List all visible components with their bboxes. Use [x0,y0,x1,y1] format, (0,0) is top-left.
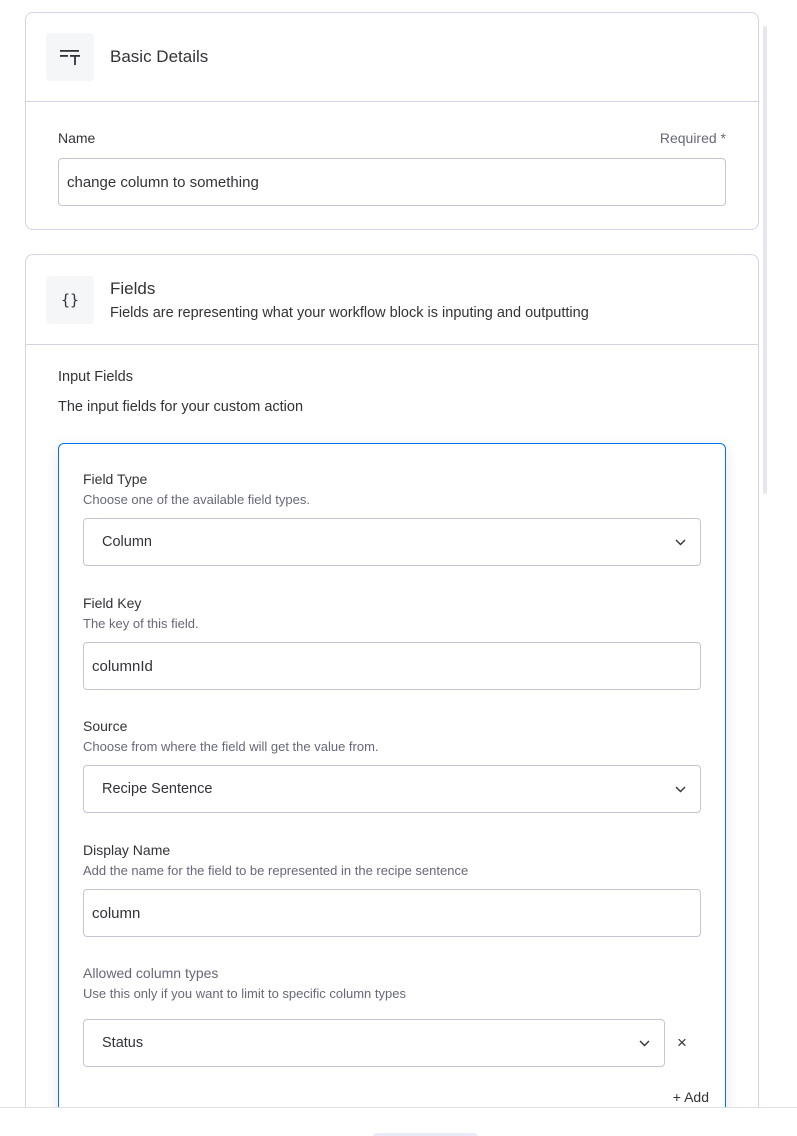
display-name-value: column [92,904,141,922]
fields-title: Fields [110,278,156,298]
display-name-desc: Add the name for the field to be represented in the recipe sentence [83,863,469,878]
name-input[interactable] [58,158,726,206]
field-key-desc: The key of this field. [83,616,199,631]
display-name-input[interactable] [83,889,701,937]
input-fields-desc: The input fields for your custom action [58,399,304,415]
page-scrollbar[interactable] [763,26,767,494]
allowed-type-select[interactable] [83,1019,665,1067]
source-label: Source [83,718,128,734]
allowed-types-label: Allowed column types [83,965,219,981]
fields-subtitle: Fields are representing what your workflow block is inputing and outputting [110,304,589,321]
field-type-label: Field Type [83,471,148,487]
name-input-value: change column to something [67,173,259,191]
chevron-down-icon [638,1037,650,1049]
basic-details-header [26,13,758,102]
display-name-label: Display Name [83,842,171,858]
add-column-type-button[interactable]: + Add [672,1089,709,1105]
basic-details-title: Basic Details [110,47,209,66]
bottom-action-bar [0,1107,797,1136]
required-indicator: Required * [659,130,726,146]
name-label: Name [58,130,96,146]
field-type-value: Column [102,534,152,550]
close-icon[interactable]: × [677,1033,687,1052]
cutoff-text [58,0,208,3]
source-desc: Choose from where the field will get the value from. [83,739,379,754]
field-key-label: Field Key [83,595,142,611]
field-type-desc: Choose one of the available field types. [83,492,310,507]
basic-details-card [25,12,759,230]
curly-braces-icon: {} [46,276,94,324]
field-key-input[interactable] [83,642,701,690]
field-key-value: columnId [92,657,153,675]
allowed-types-desc: Use this only if you want to limit to specific column types [83,986,406,1001]
allowed-type-value: Status [102,1035,144,1051]
input-field-card [58,443,726,1136]
fields-header [26,255,758,345]
source-select[interactable] [83,765,701,813]
input-fields-title: Input Fields [58,369,133,385]
text-format-icon [46,33,94,81]
field-type-select[interactable] [83,518,701,566]
chevron-down-icon [674,536,686,548]
chevron-down-icon [674,783,686,795]
source-value: Recipe Sentence [102,781,213,797]
